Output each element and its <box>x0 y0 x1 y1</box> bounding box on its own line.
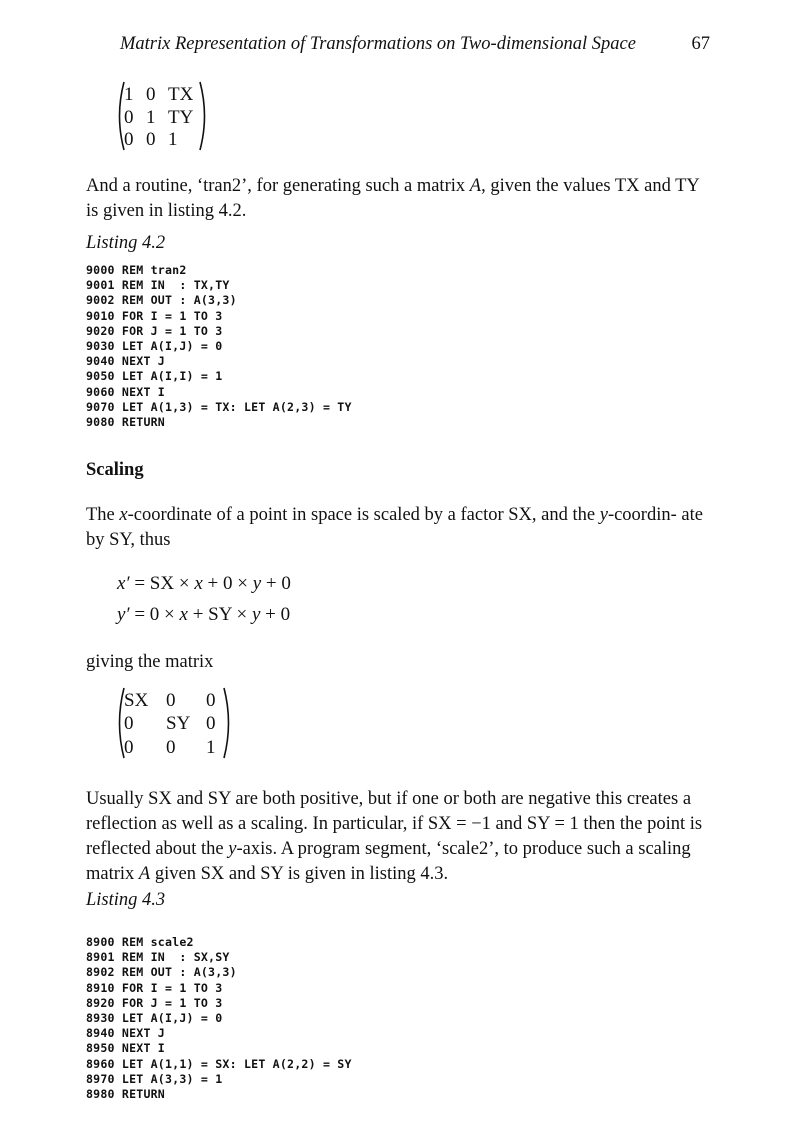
text: The <box>86 505 120 525</box>
code-line: 9002 REM OUT : A(3,3) <box>86 293 237 308</box>
right-paren <box>222 686 232 760</box>
matrix-cell: 1 <box>206 736 216 758</box>
var-x: x <box>179 604 188 625</box>
matrix-cell: SY <box>166 713 191 735</box>
code-line: 9080 RETURN <box>86 415 165 430</box>
code-line: 8940 NEXT J <box>86 1026 165 1041</box>
code-line: 8910 FOR I = 1 TO 3 <box>86 980 223 995</box>
matrix-cell: SX <box>124 690 149 711</box>
matrix-cell: 0 <box>206 690 216 711</box>
eq-text: = SX × <box>129 573 195 594</box>
running-header <box>120 34 710 55</box>
left-paren <box>114 686 124 760</box>
var-y: y <box>599 505 608 525</box>
code-line: 9010 FOR I = 1 TO 3 <box>86 308 223 323</box>
var-y: y <box>251 604 261 625</box>
var-x: x <box>194 573 203 594</box>
code-line: 9020 FOR J = 1 TO 3 <box>86 323 223 338</box>
matrix-cell: 0 <box>166 690 176 711</box>
text: And a routine, ‘tran2’, for generating such a matrix <box>86 176 470 196</box>
matrix-cell: 0 <box>206 713 216 735</box>
eq-text: + 0 <box>261 573 291 594</box>
translation-matrix <box>114 80 208 152</box>
paragraph-tran2 <box>86 174 706 224</box>
matrix-cell: 0 <box>166 736 176 758</box>
section-heading-scaling: Scaling <box>86 460 144 480</box>
code-line: 8900 REM scale2 <box>86 935 194 949</box>
matrix-cell: 0 <box>124 106 134 128</box>
listing-4-2-caption: Listing 4.2 <box>86 233 166 253</box>
matrix-cell: 1 <box>146 106 156 128</box>
code-line: 8901 REM IN : SX,SY <box>86 950 230 965</box>
text: -axis. A program segment, ‘scale2’, to produce such a scaling matrix <box>86 839 691 884</box>
matrix-cell: 0 <box>146 84 156 105</box>
code-line: 9060 NEXT I <box>86 384 165 399</box>
code-line: 8970 LET A(3,3) = 1 <box>86 1071 223 1086</box>
code-line: 8930 LET A(I,J) = 0 <box>86 1011 223 1026</box>
matrix-grid <box>124 686 222 760</box>
code-line: 9040 NEXT J <box>86 354 165 369</box>
matrix-cell: TX <box>168 84 194 105</box>
var-a: A <box>138 864 151 884</box>
var-x: x <box>119 505 128 525</box>
matrix-cell: 0 <box>124 736 134 758</box>
giving-the-matrix: giving the matrix <box>86 652 214 672</box>
eq-text: + 0 <box>260 604 291 625</box>
code-line: 8960 LET A(1,1) = SX: LET A(2,2) = SY <box>86 1056 352 1071</box>
code-line: 9001 REM IN : TX,TY <box>86 278 230 293</box>
eq-text: = 0 × <box>129 604 180 625</box>
paragraph-reflection <box>86 787 711 887</box>
code-line: 8902 REM OUT : A(3,3) <box>86 965 237 980</box>
text: -coordinate of a point in space is scaled by a factor SX, and the <box>127 505 600 525</box>
code-line: 8980 RETURN <box>86 1087 165 1102</box>
code-line: 9070 LET A(1,3) = TX: LET A(2,3) = TY <box>86 399 352 414</box>
var-a: A <box>469 176 482 196</box>
equation-x <box>117 570 291 598</box>
code-line: 9000 REM tran2 <box>86 263 187 277</box>
text: given SX and SY is given in listing 4.3. <box>150 864 449 884</box>
listing-4-3-code <box>86 935 352 1102</box>
code-line: 9030 LET A(I,J) = 0 <box>86 339 223 354</box>
matrix-cell: 0 <box>124 713 134 735</box>
code-line: 8920 FOR J = 1 TO 3 <box>86 995 223 1010</box>
paragraph-scaling-intro <box>86 503 706 553</box>
page-number: 67 <box>691 34 710 54</box>
eq-text: + SY × <box>187 604 252 625</box>
matrix-cell: TY <box>168 106 194 128</box>
matrix-cell: 0 <box>146 129 156 151</box>
code-line: 8950 NEXT I <box>86 1041 165 1056</box>
var-y: y <box>228 839 237 859</box>
var-y: y <box>252 573 262 594</box>
code-line: 9050 LET A(I,I) = 1 <box>86 369 223 384</box>
text: , given the values TX and TY is given in listing 4.2. <box>86 176 700 221</box>
matrix-cell: 1 <box>168 129 178 151</box>
left-paren <box>114 80 124 152</box>
listing-4-3-caption: Listing 4.3 <box>86 890 166 910</box>
equation-y <box>117 601 290 629</box>
matrix-grid <box>124 80 198 152</box>
text: Usually SX and SY are both positive, but if one or both are negative this creates a reflection as well as a scaling. In particular, if SX = −1 and SY = 1 then the point is reflected about the <box>86 789 703 859</box>
eq-lhs: x′ <box>117 573 130 594</box>
listing-4-2-code <box>86 263 352 430</box>
scaling-matrix <box>114 686 232 760</box>
eq-lhs: y′ <box>117 604 130 625</box>
eq-text: + 0 × <box>202 573 253 594</box>
matrix-cell: 1 <box>124 84 134 105</box>
matrix-cell: 0 <box>124 129 134 151</box>
text: -coordin- ate by SY, thus <box>86 505 703 550</box>
running-title: Matrix Representation of Transformations on Two-dimensional Space <box>120 34 636 54</box>
right-paren <box>198 80 208 152</box>
